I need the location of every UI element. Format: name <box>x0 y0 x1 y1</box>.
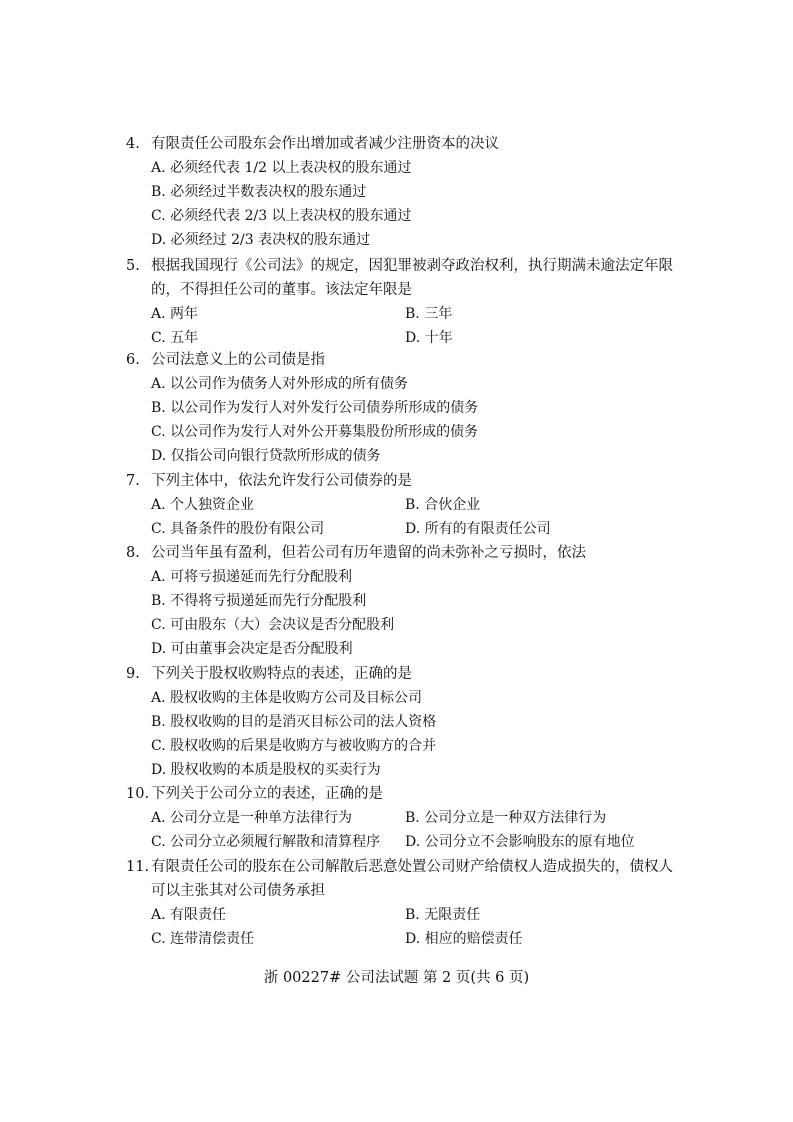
option-list <box>126 493 686 541</box>
question-stem <box>126 348 686 372</box>
option-letter: C. <box>151 208 166 224</box>
question-4 <box>126 132 686 252</box>
question-text: 公司法意义上的公司债是指 <box>151 352 325 368</box>
option-a <box>151 372 686 396</box>
question-stem <box>126 132 686 156</box>
option-text: 所有的有限责任公司 <box>424 521 551 537</box>
option-letter: A. <box>151 160 166 176</box>
option-letter: D. <box>151 762 167 778</box>
option-text: 股权收购的主体是收购方公司及目标公司 <box>170 690 423 706</box>
option-c <box>151 420 686 444</box>
option-text: 可由股东（大）会决议是否分配股利 <box>170 617 395 633</box>
option-a <box>151 686 686 710</box>
option-letter: A. <box>151 690 166 706</box>
question-stem <box>126 541 686 565</box>
option-list <box>126 156 686 252</box>
question-stem <box>126 662 686 686</box>
option-b <box>151 180 686 204</box>
question-9 <box>126 662 686 782</box>
question-stem <box>126 855 686 903</box>
option-letter: D. <box>405 931 421 947</box>
option-text: 个人独资企业 <box>170 497 255 513</box>
option-letter: B. <box>151 714 166 730</box>
option-letter: D. <box>151 232 167 248</box>
question-number: 11. <box>126 859 150 875</box>
option-c <box>151 734 686 758</box>
option-letter: B. <box>405 497 420 513</box>
option-text: 三年 <box>424 306 453 322</box>
question-8 <box>126 541 686 661</box>
option-text: 以公司作为发行人对外公开募集股份所形成的债务 <box>170 424 479 440</box>
question-7 <box>126 469 686 541</box>
option-letter: B. <box>405 810 420 826</box>
option-list <box>126 372 686 468</box>
option-text: 股权收购的本质是股权的买卖行为 <box>170 762 381 778</box>
question-stem <box>126 782 686 806</box>
option-letter: A. <box>151 306 166 322</box>
option-letter: C. <box>151 330 166 346</box>
option-b <box>405 903 665 927</box>
question-text: 公司当年虽有盈利，但若公司有历年遗留的尚未弥补之亏损时，依法 <box>151 545 586 561</box>
question-text: 有限责任公司股东会作出增加或者减少注册资本的决议 <box>151 136 499 152</box>
option-list <box>126 806 686 854</box>
option-b <box>405 806 665 830</box>
option-text: 可将亏损递延而先行分配股利 <box>170 569 353 585</box>
option-c <box>151 613 686 637</box>
option-letter: A. <box>151 569 166 585</box>
option-b <box>405 493 665 517</box>
option-a <box>151 156 686 180</box>
option-letter: C. <box>151 931 166 947</box>
option-text: 合伙企业 <box>424 497 481 513</box>
option-letter: C. <box>151 834 166 850</box>
option-text: 有限责任 <box>170 907 227 923</box>
option-text: 以公司作为债务人对外形成的所有债务 <box>170 376 409 392</box>
question-text: 有限责任公司的股东在公司解散后恶意处置公司财产给债权人造成损失的，债权人可以主张其对公司债务承担 <box>151 859 673 899</box>
option-d <box>405 326 665 350</box>
option-d <box>151 758 686 782</box>
question-number: 6. <box>126 352 140 368</box>
option-text: 公司分立不会影响股东的原有地位 <box>424 834 635 850</box>
option-letter: D. <box>151 641 167 657</box>
option-letter: D. <box>405 834 421 850</box>
option-text: 相应的赔偿责任 <box>424 931 523 947</box>
option-text: 连带清偿责任 <box>170 931 255 947</box>
option-letter: B. <box>151 184 166 200</box>
option-letter: C. <box>151 617 166 633</box>
option-c <box>151 517 405 541</box>
question-5 <box>126 254 686 350</box>
question-stem <box>126 469 686 493</box>
option-text: 具备条件的股份有限公司 <box>170 521 325 537</box>
question-text: 下列关于公司分立的表述，正确的是 <box>151 786 383 802</box>
option-list <box>126 686 686 782</box>
option-text: 必须经过半数表决权的股东通过 <box>170 184 367 200</box>
option-letter: C. <box>151 424 166 440</box>
option-text: 无限责任 <box>424 907 481 923</box>
question-text: 下列关于股权收购特点的表述，正确的是 <box>151 666 412 682</box>
question-number: 5. <box>126 258 140 274</box>
option-d <box>151 444 686 468</box>
option-text: 必须经代表 2/3 以上表决权的股东通过 <box>170 208 412 224</box>
option-d <box>405 517 665 541</box>
option-letter: B. <box>405 306 420 322</box>
question-text: 根据我国现行《公司法》的规定，因犯罪被剥夺政治权利，执行期满未逾法定年限的，不得担任公司的董事。该法定年限是 <box>151 258 673 298</box>
option-letter: B. <box>405 907 420 923</box>
question-10 <box>126 782 686 854</box>
option-letter: A. <box>151 810 166 826</box>
page-footer: 浙 00227# 公司法试题 第 2 页(共 6 页) <box>263 970 530 986</box>
question-11 <box>126 855 686 951</box>
question-text: 下列主体中，依法允许发行公司债券的是 <box>151 473 412 489</box>
option-b <box>405 302 665 326</box>
option-letter: D. <box>151 448 167 464</box>
option-letter: C. <box>151 738 166 754</box>
option-b <box>151 710 686 734</box>
question-number: 8. <box>126 545 140 561</box>
option-text: 仅指公司向银行贷款所形成的债务 <box>170 448 381 464</box>
option-b <box>151 589 686 613</box>
option-a <box>151 302 405 326</box>
option-text: 五年 <box>170 330 199 346</box>
option-d <box>405 927 665 951</box>
question-number: 4. <box>126 136 140 152</box>
option-a <box>151 493 405 517</box>
question-stem <box>126 254 686 302</box>
option-list <box>126 302 686 350</box>
option-a <box>151 565 686 589</box>
option-letter: A. <box>151 907 166 923</box>
option-text: 股权收购的目的是消灭目标公司的法人资格 <box>170 714 437 730</box>
option-text: 两年 <box>170 306 199 322</box>
question-number: 10. <box>126 786 150 802</box>
question-number: 9. <box>126 666 140 682</box>
option-c <box>151 927 405 951</box>
option-text: 以公司作为发行人对外发行公司债券所形成的债务 <box>170 400 479 416</box>
option-text: 必须经过 2/3 表决权的股东通过 <box>170 232 371 248</box>
option-letter: D. <box>405 330 421 346</box>
option-a <box>151 806 405 830</box>
option-text: 公司分立是一种双方法律行为 <box>424 810 607 826</box>
option-b <box>151 396 686 420</box>
option-text: 股权收购的后果是收购方与被收购方的合并 <box>170 738 437 754</box>
option-letter: B. <box>151 400 166 416</box>
option-letter: B. <box>151 593 166 609</box>
option-letter: A. <box>151 376 166 392</box>
option-list <box>126 903 686 951</box>
option-letter: D. <box>405 521 421 537</box>
option-text: 十年 <box>424 330 453 346</box>
option-a <box>151 903 405 927</box>
option-letter: A. <box>151 497 166 513</box>
option-letter: C. <box>151 521 166 537</box>
question-6 <box>126 348 686 468</box>
option-d <box>405 830 665 854</box>
option-text: 可由董事会决定是否分配股利 <box>170 641 353 657</box>
option-c <box>151 326 405 350</box>
question-number: 7. <box>126 473 140 489</box>
option-text: 必须经代表 1/2 以上表决权的股东通过 <box>170 160 412 176</box>
option-c <box>151 204 686 228</box>
option-text: 不得将亏损递延而先行分配股利 <box>170 593 367 609</box>
option-d <box>151 228 686 252</box>
option-d <box>151 637 686 661</box>
option-text: 公司分立必须履行解散和清算程序 <box>170 834 381 850</box>
option-c <box>151 830 405 854</box>
option-text: 公司分立是一种单方法律行为 <box>170 810 353 826</box>
option-list <box>126 565 686 661</box>
